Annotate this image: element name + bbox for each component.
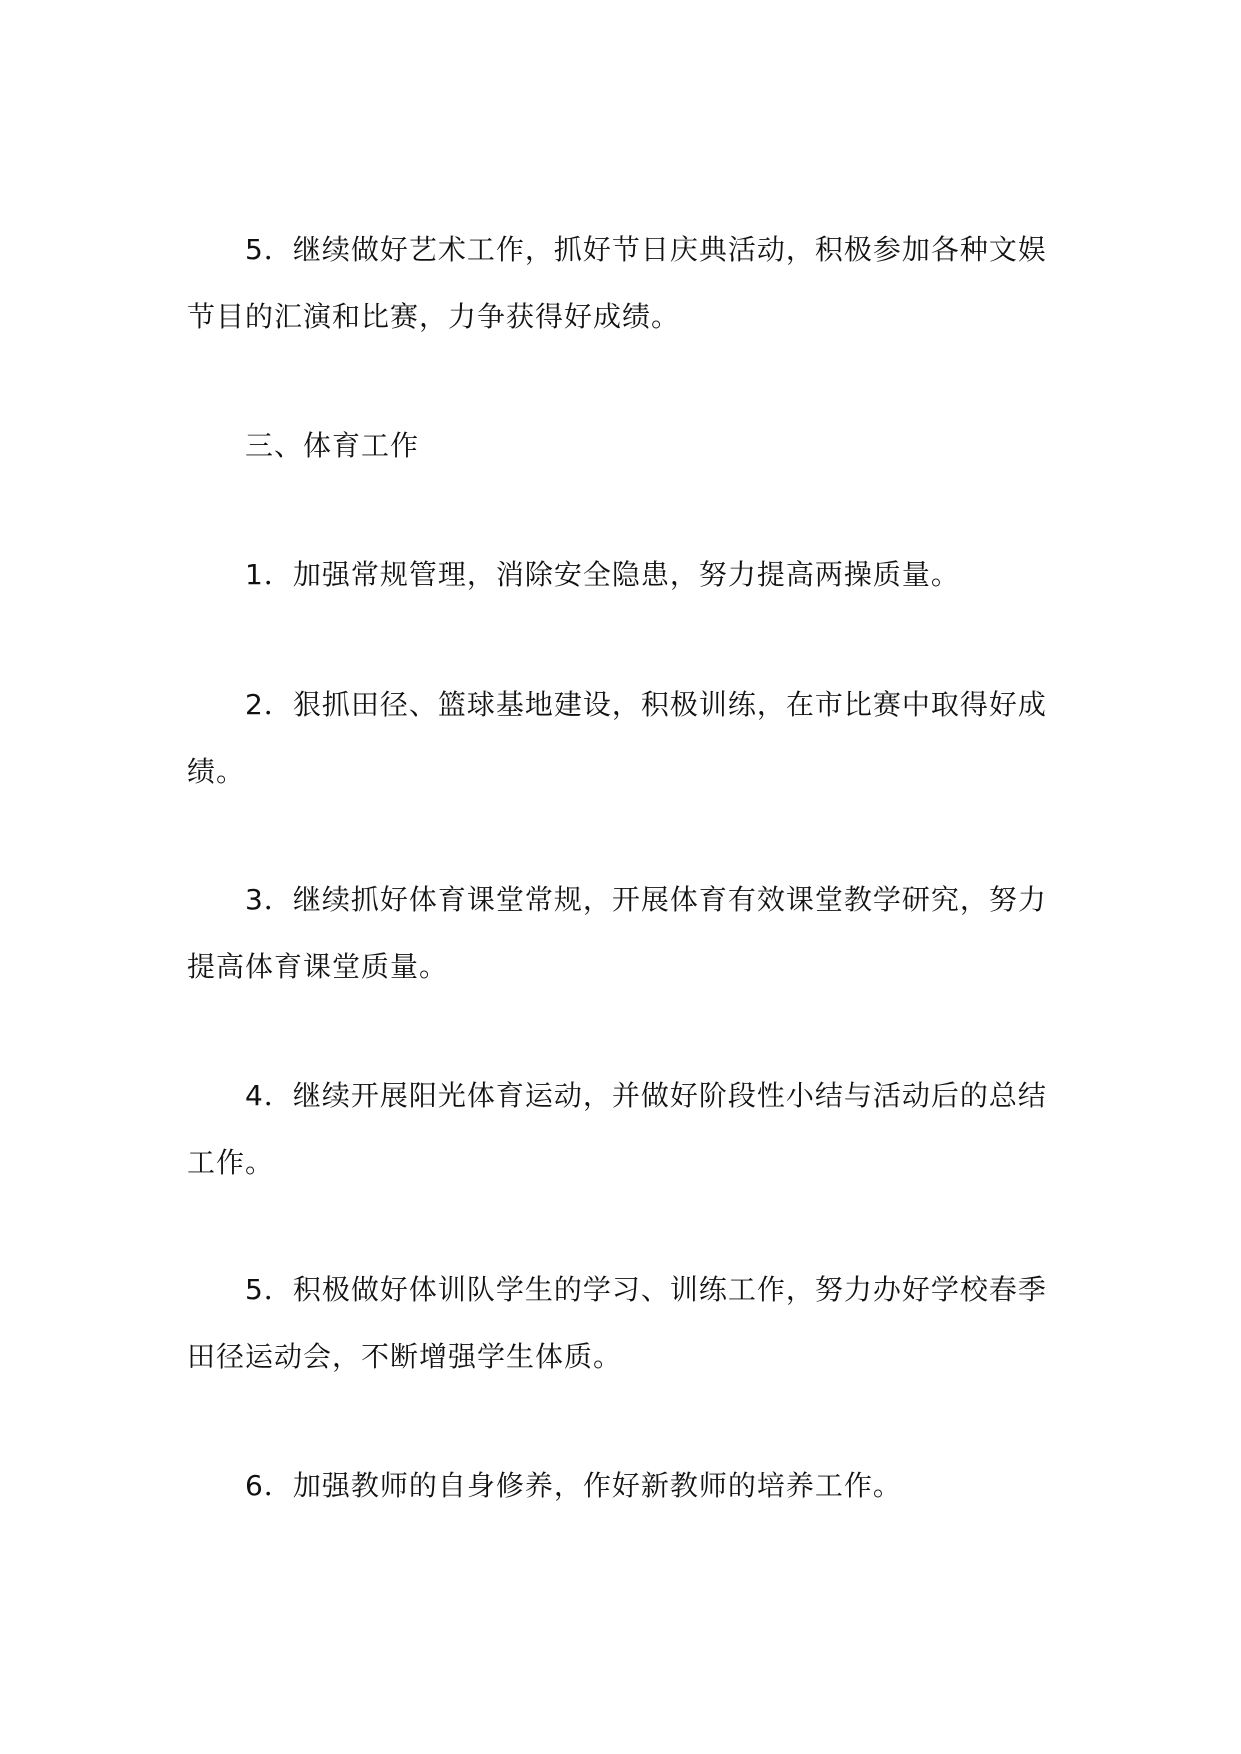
- paragraph-pe-item-5: 5．积极做好体训队学生的学习、训练工作，努力办好学校春季田径运动会，不断增强学生体质。: [187, 1273, 1047, 1373]
- section-heading-pe-work: 三、体育工作: [245, 429, 420, 462]
- paragraph-art-work: 5．继续做好艺术工作，抓好节日庆典活动，积极参加各种文娱节目的汇演和比赛，力争获得好成绩。: [187, 233, 1047, 333]
- paragraph-pe-item-4: 4．继续开展阳光体育运动，并做好阶段性小结与活动后的总结工作。: [187, 1079, 1047, 1179]
- paragraph-pe-item-3: 3．继续抓好体育课堂常规，开展体育有效课堂教学研究，努力提高体育课堂质量。: [187, 883, 1047, 983]
- paragraph-pe-item-1: 1．加强常规管理，消除安全隐患，努力提高两操质量。: [245, 558, 960, 591]
- paragraph-pe-item-6: 6．加强教师的自身修养，作好新教师的培养工作。: [245, 1469, 902, 1502]
- paragraph-pe-item-2: 2．狠抓田径、篮球基地建设，积极训练，在市比赛中取得好成绩。: [187, 688, 1047, 788]
